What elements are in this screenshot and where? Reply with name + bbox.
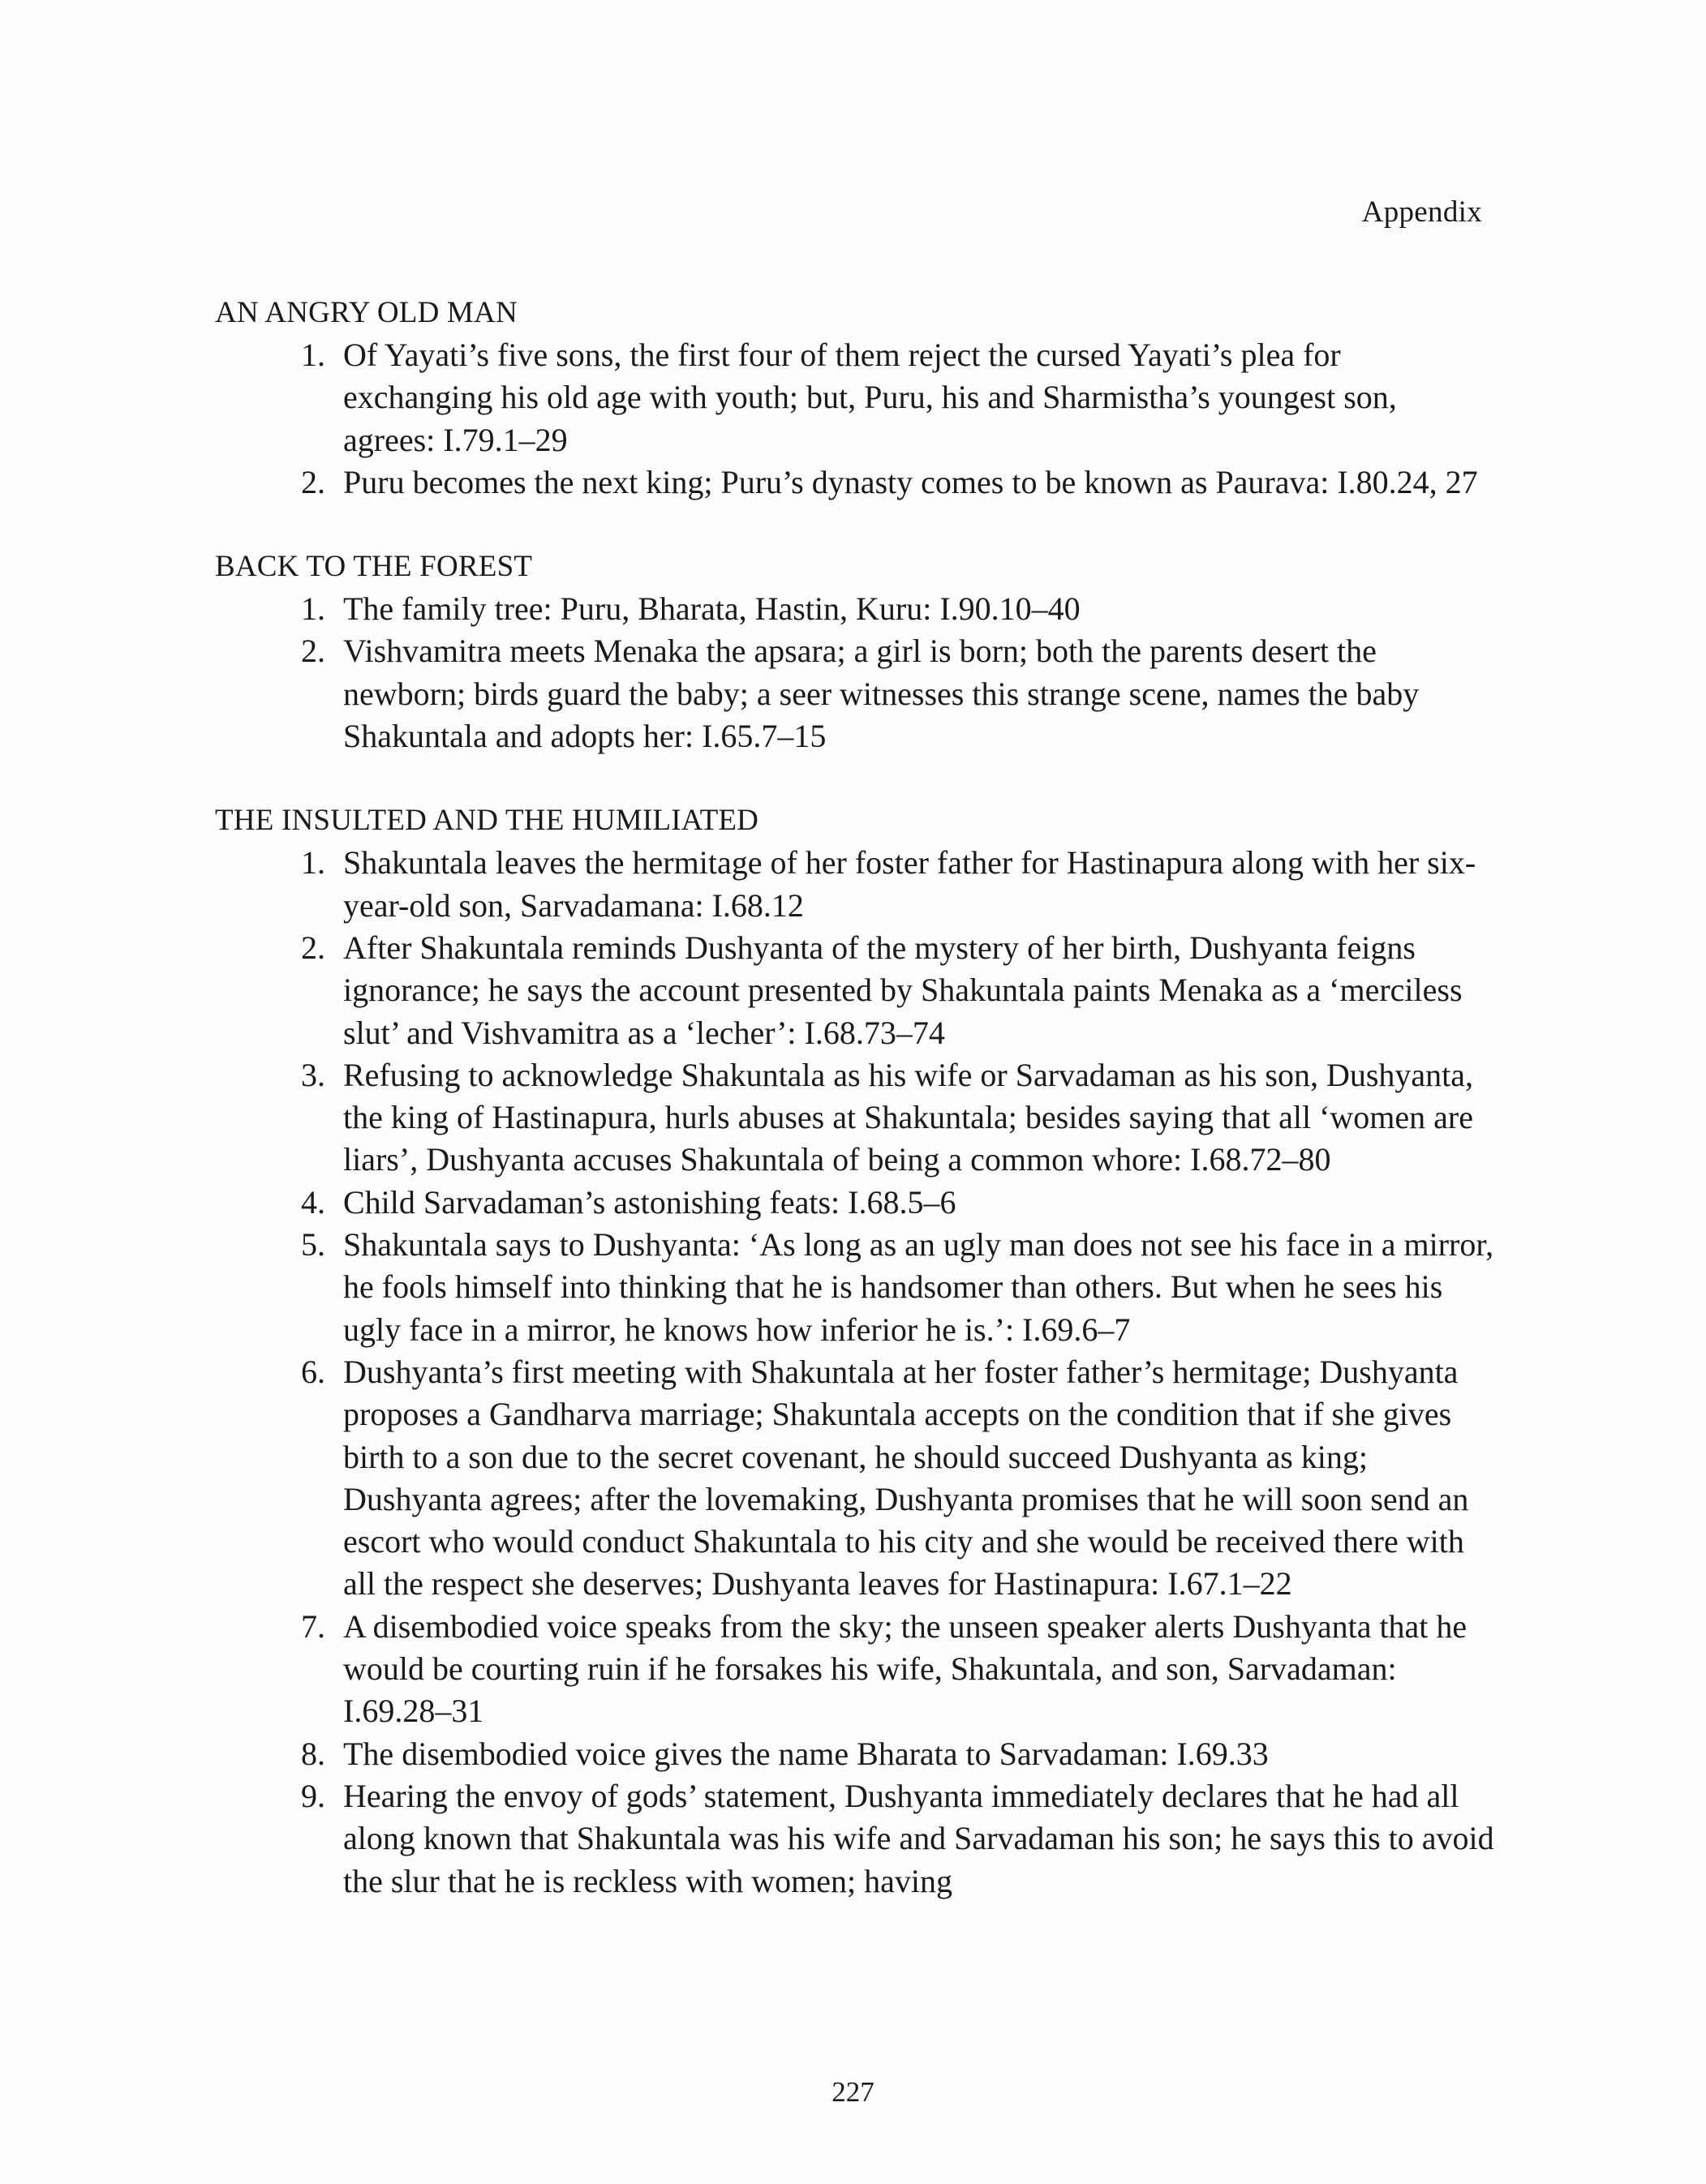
list-item <box>215 588 1497 630</box>
item-text: Vishvamitra meets Menaka the apsara; a girl is born; both the parents desert the newborn; birds guard the baby; a seer witnesses this strange scene, names the baby Shakuntala and adopts her: I.65.7–15 <box>343 633 1420 755</box>
section-title: AN ANGRY OLD MAN <box>215 296 518 329</box>
section-title: THE INSULTED AND THE HUMILIATED <box>215 804 759 838</box>
item-text: Refusing to acknowledge Shakuntala as his wife or Sarvadaman as his son, Dushyanta, the king of Hastinapura, hurls abuses at Shakuntala; besides saying that all ‘women are liars’, Dushyanta accuses Shakuntala of being a common whore: I.68.72–80 <box>343 1056 1474 1178</box>
item-number: 4. <box>301 1183 325 1221</box>
item-text: The disembodied voice gives the name Bharata to Sarvadaman: I.69.33 <box>343 1735 1269 1772</box>
list-item <box>215 1775 1497 1903</box>
entry-list <box>215 334 1497 504</box>
appendix-content <box>215 292 1497 1945</box>
item-text: Of Yayati’s five sons, the first four of them reject the cursed Yayati’s plea for exchanging his old age with youth; but, Puru, his and Sharmistha’s youngest son, agrees: I.79.1–29 <box>343 337 1397 458</box>
list-item <box>215 927 1497 1054</box>
item-number: 1. <box>301 337 325 373</box>
item-number: 6. <box>301 1353 325 1390</box>
item-text: Shakuntala leaves the hermitage of her foster father for Hastinapura along with her six-year-old son, Sarvadamana: I.68.12 <box>343 844 1476 924</box>
section-the-insulted-and-the-humiliated <box>215 800 1497 1902</box>
list-item <box>215 1606 1497 1733</box>
list-item <box>215 461 1497 504</box>
item-number: 9. <box>301 1777 325 1814</box>
entry-list <box>215 842 1497 1902</box>
list-item <box>215 842 1497 927</box>
running-head: Appendix <box>1361 195 1482 229</box>
entry-list <box>215 588 1497 757</box>
page-number: 227 <box>832 2076 874 2108</box>
list-item <box>215 1733 1497 1775</box>
list-item <box>215 1224 1497 1351</box>
item-text: A disembodied voice speaks from the sky; the unseen speaker alerts Dushyanta that he would be courting ruin if he forsakes his wife, Shakuntala, and son, Sarvadaman: I.69.28–31 <box>343 1607 1468 1730</box>
list-item <box>215 1182 1497 1224</box>
list-item <box>215 1351 1497 1606</box>
item-number: 2. <box>301 463 325 500</box>
item-number: 3. <box>301 1056 325 1093</box>
list-item <box>215 1054 1497 1182</box>
list-item <box>215 334 1497 461</box>
item-text: After Shakuntala reminds Dushyanta of the mystery of her birth, Dushyanta feigns ignorance; he says the account presented by Shakuntala paints Menaka as a ‘merciless slut’ and Vishvamitra as a ‘lecher’: I.68.73–74 <box>343 929 1463 1051</box>
item-text: Child Sarvadaman’s astonishing feats: I.68.5–6 <box>343 1183 956 1221</box>
item-text: Hearing the envoy of gods’ statement, Dushyanta immediately declares that he had all along known that Shakuntala was his wife and Sarvadaman his son; he says this to avoid the slur that he is reckless with women; having <box>343 1777 1494 1899</box>
section-title: BACK TO THE FOREST <box>215 550 533 584</box>
item-text: The family tree: Puru, Bharata, Hastin, Kuru: I.90.10–40 <box>343 590 1081 628</box>
list-item <box>215 630 1497 757</box>
section-back-to-the-forest <box>215 546 1497 757</box>
item-number: 5. <box>301 1226 325 1264</box>
section-an-angry-old-man <box>215 292 1497 504</box>
item-text: Dushyanta’s first meeting with Shakuntala at her foster father’s hermitage; Dushyanta proposes a Gandharva marriage; Shakuntala accepts on the condition that if she gives birth to a son due to the secret covenant, he should succeed Dushyanta as king; Dushyanta agrees; after the lovemaking, Dushyanta promises that he will soon send an escort who would conduct Shakuntala to his city and she would be received there with all the respect she deserves; Dushyanta leaves for Hastinapura: I.67.1–22 <box>343 1353 1469 1603</box>
item-number: 2. <box>301 929 325 966</box>
item-number: 1. <box>301 844 325 882</box>
item-text: Puru becomes the next king; Puru’s dynasty comes to be known as Paurava: I.80.24, 27 <box>343 463 1478 500</box>
item-number: 2. <box>301 633 325 670</box>
item-text: Shakuntala says to Dushyanta: ‘As long as an ugly man does not see his face in a mirror, he fools himself into thinking that he is handsomer than others. But when he sees his ugly face in a mirror, he knows how inferior he is.’: I.69.6–7 <box>343 1226 1494 1348</box>
item-number: 1. <box>301 590 325 628</box>
item-number: 7. <box>301 1607 325 1645</box>
item-number: 8. <box>301 1735 325 1772</box>
